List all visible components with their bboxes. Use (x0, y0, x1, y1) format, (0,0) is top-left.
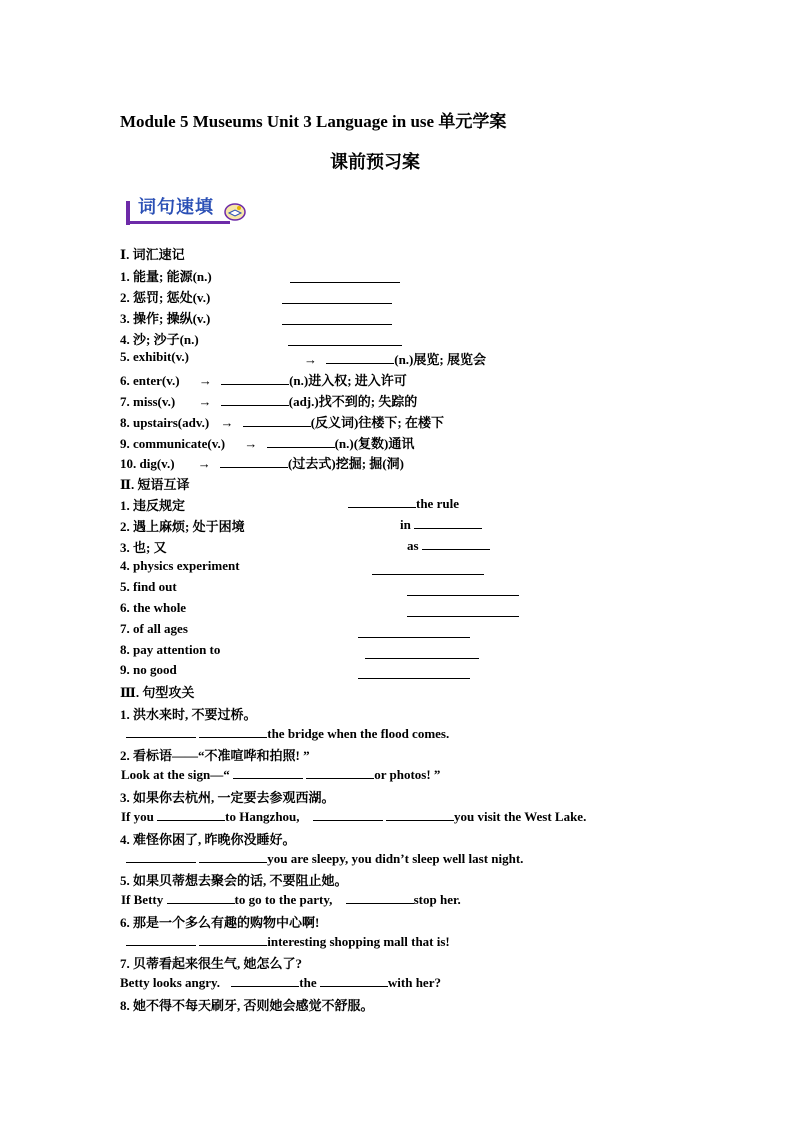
sentence-item-2: 2. 看标语——“不准喧哗和拍照! ” (120, 748, 310, 763)
answer-blank[interactable] (199, 725, 267, 738)
vocab-item-suffix: (过去式)挖掘; 掘(洞) (288, 456, 404, 471)
phrase-item-1: 1. 违反规定 (120, 498, 186, 513)
sentence-answer-text: interesting shopping mall that is! (267, 934, 450, 949)
badge-label: 词句速填 (138, 197, 214, 218)
sentence-item-6: 6. 那是一个多么有趣的购物中心啊! (120, 915, 320, 930)
phrase-item-2-answer (400, 516, 482, 533)
answer-blank[interactable] (157, 808, 225, 821)
section2-heading: Ⅱ. 短语互译 (120, 477, 190, 492)
sentence-answer-text: the bridge when the flood comes. (267, 726, 450, 741)
arrow-icon: → (197, 456, 211, 471)
answer-blank[interactable] (290, 281, 400, 283)
sentence-item-7-answer (120, 974, 441, 991)
sentence-answer-text: you are sleepy, you didn’t sleep well last night. (267, 851, 524, 866)
vocab-item-1: 1. 能量; 能源(n.) (120, 269, 212, 284)
answer-blank[interactable] (199, 850, 267, 863)
vocab-item-prompt: 7. miss(v.) (120, 394, 176, 409)
vocab-item-prompt: 10. dig(v.) (120, 456, 175, 471)
vocab-item-suffix: (adj.)找不到的; 失踪的 (288, 394, 418, 409)
vocab-item-3: 3. 操作; 操纵(v.) (120, 311, 211, 326)
book-icon (224, 201, 246, 221)
answer-blank[interactable] (282, 302, 392, 304)
sentence-item-4: 4. 难怪你困了, 昨晚你没睡好。 (120, 832, 296, 847)
answer-blank[interactable] (407, 615, 519, 617)
page-title: Module 5 Museums Unit 3 Language in use 单元学案 (120, 112, 507, 131)
sentence-item-1-answer (126, 725, 449, 742)
answer-blank[interactable] (358, 636, 470, 638)
answer-blank[interactable] (126, 850, 196, 863)
sentence-answer-mid: to go to the party, (234, 892, 333, 907)
vocab-item-prompt: 9. communicate(v.) (120, 436, 226, 451)
sentence-answer-text: you visit the West Lake. (454, 809, 587, 824)
vocab-item-6 (120, 370, 407, 389)
arrow-icon: → (304, 352, 317, 367)
section1-heading: Ⅰ. 词汇速记 (120, 247, 185, 262)
sentence-item-4-answer (126, 850, 523, 867)
sentence-item-1: 1. 洪水来时, 不要过桥。 (120, 707, 257, 722)
vocab-item-7 (120, 391, 417, 410)
vocab-item-4: 4. 沙; 沙子(n.) (120, 332, 199, 347)
sentence-item-7: 7. 贝蒂看起来很生气, 她怎么了? (120, 956, 303, 971)
phrase-item-8: 8. pay attention to (120, 642, 221, 657)
answer-blank[interactable] (282, 323, 392, 325)
sentence-answer-text: stop her. (413, 892, 461, 907)
phrase-item-9: 9. no good (120, 662, 177, 677)
answer-blank[interactable] (414, 516, 482, 529)
sentence-item-8: 8. 她不得不每天刷牙, 否则她会感觉不舒服。 (120, 998, 374, 1013)
sentence-answer-prefix: Betty looks angry. (120, 975, 221, 990)
sentence-answer-text: or photos! ” (374, 767, 441, 782)
answer-blank[interactable] (126, 933, 196, 946)
vocab-item-10 (120, 453, 404, 472)
vocab-item-suffix: (n.)展览; 展览会 (394, 352, 486, 367)
phrase-item-3: 3. 也; 又 (120, 540, 167, 555)
sentence-item-3-answer (121, 808, 586, 825)
answer-blank[interactable] (288, 344, 402, 346)
phrase-answer-suffix: the rule (416, 496, 459, 511)
sentence-answer-prefix: Look at the sign—“ (121, 767, 230, 782)
sentence-answer-mid: the (299, 975, 317, 990)
sentence-item-2-answer (121, 766, 440, 783)
answer-blank[interactable] (372, 573, 484, 575)
vocab-item-5-answer (304, 349, 486, 368)
vocab-item-prompt: 8. upstairs(adv.) (120, 415, 210, 430)
phrase-item-7: 7. of all ages (120, 621, 188, 636)
answer-blank[interactable] (220, 455, 288, 468)
vocab-item-8 (120, 412, 444, 431)
answer-blank[interactable] (199, 933, 267, 946)
vocab-item-5 (120, 349, 189, 365)
phrase-item-2: 2. 遇上麻烦; 处于困境 (120, 519, 245, 534)
vocab-item-prompt: 5. exhibit(v.) (120, 349, 189, 364)
vocab-item-prompt: 6. enter(v.) (120, 373, 180, 388)
answer-blank[interactable] (346, 891, 414, 904)
sentence-item-5-answer (121, 891, 461, 908)
arrow-icon: → (244, 436, 258, 451)
sentence-answer-prefix: If you (121, 809, 154, 824)
answer-blank[interactable] (326, 351, 394, 364)
phrase-item-3-answer (407, 537, 490, 554)
answer-blank[interactable] (231, 974, 299, 987)
answer-blank[interactable] (320, 974, 388, 987)
answer-blank[interactable] (365, 657, 479, 659)
phrase-answer-prefix: as (407, 538, 419, 553)
arrow-icon: → (220, 415, 234, 430)
answer-blank[interactable] (407, 594, 519, 596)
answer-blank[interactable] (358, 677, 470, 679)
vocab-item-suffix: (反义词)往楼下; 在楼下 (310, 415, 444, 430)
sentence-item-3: 3. 如果你去杭州, 一定要去参观西湖。 (120, 790, 335, 805)
answer-blank[interactable] (126, 725, 196, 738)
badge-underline (126, 221, 230, 224)
answer-blank[interactable] (167, 891, 235, 904)
answer-blank[interactable] (306, 766, 374, 779)
phrase-item-6: 6. the whole (120, 600, 187, 615)
phrase-item-4: 4. physics experiment (120, 558, 240, 573)
answer-blank[interactable] (233, 766, 303, 779)
section-badge (126, 193, 254, 227)
arrow-icon: → (198, 373, 212, 388)
sentence-answer-text: with her? (387, 975, 441, 990)
answer-blank[interactable] (221, 393, 289, 406)
sentence-item-5: 5. 如果贝蒂想去聚会的话, 不要阻止她。 (120, 873, 348, 888)
sentence-item-6-answer (126, 933, 450, 950)
answer-blank[interactable] (243, 414, 311, 427)
answer-blank[interactable] (348, 495, 416, 508)
vocab-item-9 (120, 433, 414, 452)
answer-blank[interactable] (267, 435, 335, 448)
sentence-answer-mid: to Hangzhou, (225, 809, 300, 824)
vocab-item-suffix: (n.)(复数)通讯 (334, 436, 415, 451)
answer-blank[interactable] (313, 808, 383, 821)
arrow-icon: → (198, 394, 212, 409)
answer-blank[interactable] (422, 537, 490, 550)
answer-blank[interactable] (221, 372, 289, 385)
sentence-answer-prefix: If Betty (121, 892, 164, 907)
phrase-answer-prefix: in (400, 517, 411, 532)
vocab-item-suffix: (n.)进入权; 进入许可 (289, 373, 407, 388)
page-subtitle: 课前预习案 (330, 152, 420, 172)
answer-blank[interactable] (386, 808, 454, 821)
phrase-item-1-answer (348, 495, 459, 512)
phrase-item-5: 5. find out (120, 579, 177, 594)
vocab-item-2: 2. 惩罚; 惩处(v.) (120, 290, 211, 305)
section3-heading: Ⅲ. 句型攻关 (120, 685, 195, 700)
